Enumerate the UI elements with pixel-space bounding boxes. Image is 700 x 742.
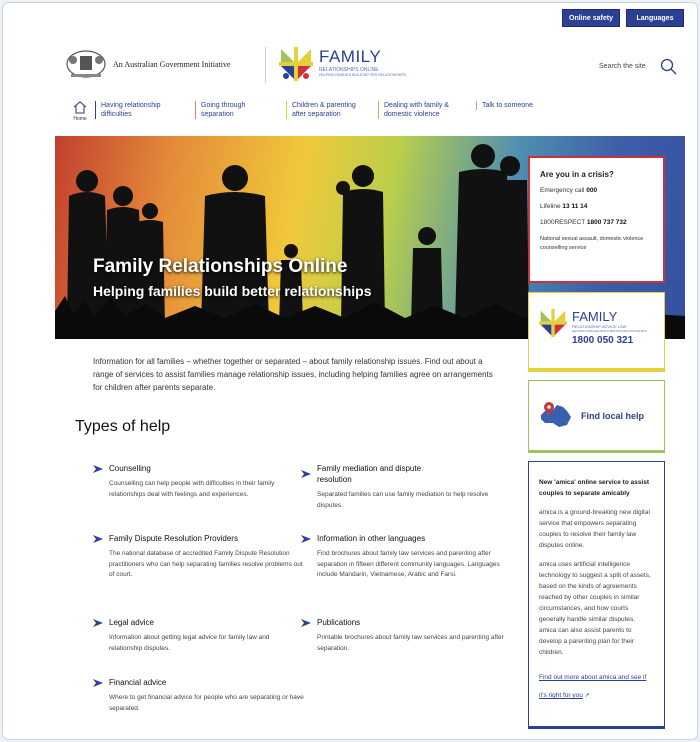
crisis-number[interactable]: 1800 737 732 (586, 219, 627, 226)
help-desc: Find brochures about family law services and parenting after separation in fifteen different community languages. Languages include Mandarin, Vietnamese, Arabic and Farsi. (317, 550, 500, 578)
help-item-other-languages[interactable] (317, 533, 512, 581)
arrow-icon (301, 618, 311, 628)
site-logo[interactable] (279, 47, 406, 81)
online-safety-button[interactable]: Online safety (562, 9, 620, 27)
nav-home-label: Home (73, 116, 87, 122)
help-desc: The national database of accredited Family Dispute Resolution practitioners who can help separating families resolve problems out of court. (109, 550, 303, 578)
crisis-label: 1800RESPECT (540, 219, 586, 226)
nav-item-family-violence[interactable]: Dealing with family & domestic violence (378, 101, 468, 119)
help-title[interactable]: Family Dispute Resolution Providers (109, 534, 238, 543)
hero-title: Family Relationships Online (93, 256, 348, 277)
help-title[interactable]: Publications (317, 618, 361, 627)
hero-subtitle: Helping families build better relationships (93, 283, 372, 299)
home-icon (73, 101, 87, 114)
australia-map-pin-icon (539, 401, 573, 431)
languages-button[interactable]: Languages (626, 9, 684, 27)
main-nav (69, 101, 564, 122)
family-logo-icon (279, 47, 313, 81)
nav-item-separation[interactable]: Going through separation (195, 101, 278, 119)
amica-link[interactable]: Find out more about amica and see if it's right for you (539, 674, 647, 699)
help-desc: Information about getting legal advice for family law and relationship disputes. (109, 634, 270, 652)
nav-item-talk-to-someone[interactable]: Talk to someone (476, 101, 556, 110)
advice-line-card[interactable] (528, 292, 665, 372)
logo-tag: HELPING FAMILIES BUILD BETTER RELATIONSHIPS (319, 73, 406, 77)
help-title[interactable]: Legal advice (109, 618, 154, 627)
advice-line-phone[interactable]: 1800 050 321 (572, 335, 634, 346)
intro-text: Information for all families – whether together or separated – about family relationship issues. Find out about a range of services to assist families manage relationship issues, including helping families agree on arrangements for children after parents separate. (93, 357, 493, 392)
help-item-mediation[interactable] (317, 463, 512, 511)
help-item-fdr-providers[interactable] (109, 533, 304, 581)
amica-card (528, 461, 665, 729)
help-desc: Separated families can use family mediation to help resolve disputes. (317, 491, 489, 509)
amica-paragraph-1: amica is a ground-breaking new digital service that empowers separating couples to resolve their family law disputes online. (539, 509, 650, 549)
search-icon[interactable] (660, 58, 678, 76)
help-title[interactable]: Family mediation and dispute resolution (317, 464, 422, 484)
crisis-label: Emergency call (540, 187, 585, 194)
crisis-note: National sexual assault, domestic violence counselling service (540, 236, 644, 251)
help-item-legal-advice[interactable] (109, 617, 304, 654)
types-of-help-heading: Types of help (75, 418, 171, 435)
crisis-label: Lifeline (540, 203, 561, 210)
find-local-help-label: Find local help (581, 410, 645, 421)
nav-home[interactable] (69, 101, 91, 122)
page (2, 2, 698, 740)
nav-item-relationship-difficulties[interactable]: Having relationship difficulties (95, 101, 187, 119)
logo-sub: RELATIONSHIPS ONLINE (319, 67, 379, 73)
external-link-icon: ↗ (582, 693, 590, 699)
crisis-number[interactable]: 13 11 14 (562, 203, 588, 210)
amica-paragraph-2: amica uses artificial intelligence technology to suggest a split of assets, based on the kinds of agreements reached by other couples in similar circumstances, and how courts generally handle similar disputes. amica can also assist parents to develop a parenting plan for their children. (539, 561, 651, 656)
help-desc: Printable brochures about family law services and parenting after separation. (317, 634, 504, 652)
crisis-line-lifeline (540, 203, 653, 210)
search-label[interactable]: Search the site (599, 63, 646, 70)
crisis-line-emergency (540, 187, 653, 194)
help-item-counselling[interactable] (109, 463, 304, 500)
help-title[interactable]: Financial advice (109, 678, 167, 687)
advice-line-tag: HELPING FAMILIES BUILD BETTER RELATIONSHIPS (572, 329, 647, 333)
help-item-publications[interactable] (317, 617, 512, 654)
arrow-icon (93, 618, 103, 628)
gov-logo[interactable] (65, 47, 231, 81)
logo-divider (265, 47, 266, 83)
coat-of-arms-icon (65, 47, 107, 81)
advice-line-sub: RELATIONSHIP ADVICE LINE (572, 324, 627, 329)
crisis-number[interactable]: 000 (586, 187, 598, 194)
arrow-icon (93, 678, 103, 688)
help-title[interactable]: Counselling (109, 464, 151, 473)
help-title[interactable]: Information in other languages (317, 534, 426, 543)
family-logo-icon (539, 309, 567, 337)
amica-title: New 'amica' online service to assist couples to separate amicably (539, 479, 650, 497)
advice-line-title: FAMILY (572, 309, 618, 324)
arrow-icon (93, 464, 103, 474)
crisis-card (528, 156, 665, 283)
nav-item-children-parenting[interactable]: Children & parenting after separation (286, 101, 370, 119)
help-item-financial-advice[interactable] (109, 677, 304, 714)
crisis-title: Are you in a crisis? (540, 170, 614, 179)
crisis-line-respect (540, 219, 653, 226)
arrow-icon (93, 534, 103, 544)
gov-text: An Australian Government Initiative (113, 59, 231, 69)
arrow-icon (301, 534, 311, 544)
logo-title: FAMILY (319, 47, 382, 66)
help-desc: Where to get financial advice for people who are separating or have separated. (109, 694, 304, 712)
find-local-help-card[interactable] (528, 380, 665, 453)
arrow-icon (301, 469, 311, 479)
help-desc: Counselling can help people with difficulties in their family relationships deal with feelings and experiences. (109, 480, 275, 498)
